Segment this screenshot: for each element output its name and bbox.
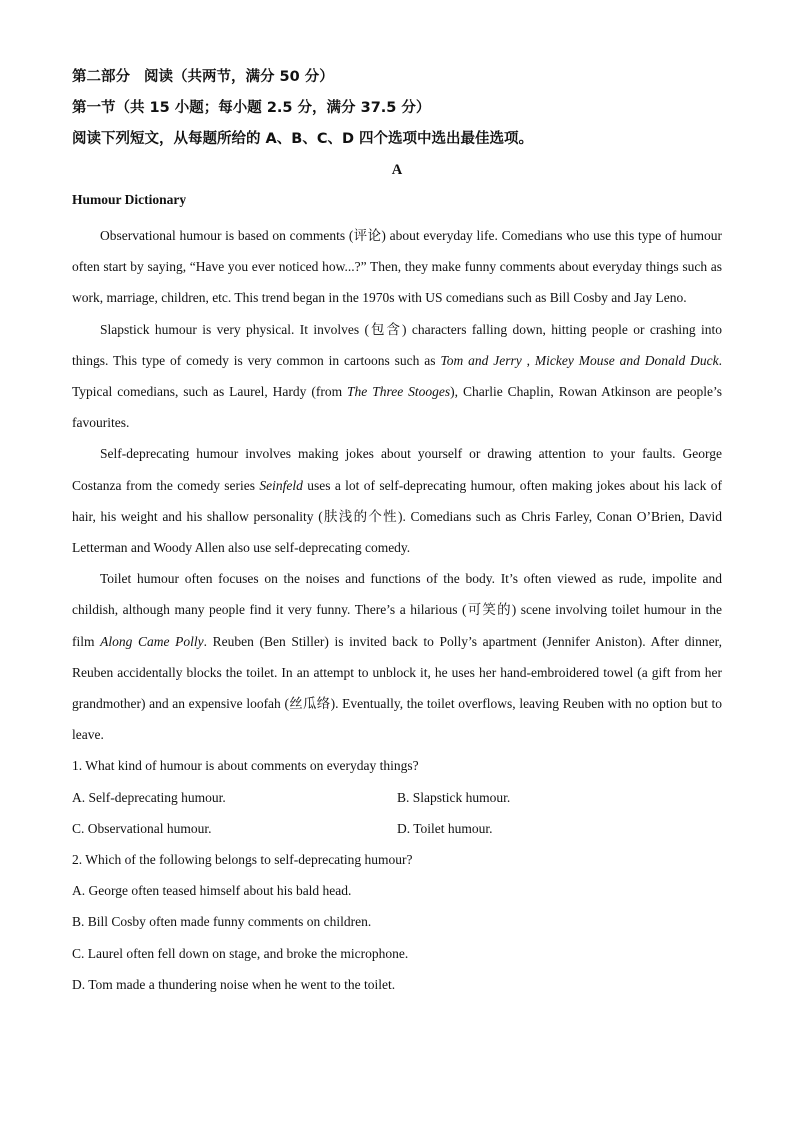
paragraph-observational: Observational humour is based on comments (评论) about everyday life. Comedians who use this type of humour often start by saying, “Have you ever noticed how...?” Then, they make funny comments about everyday things such as work, marriage, children, etc. This trend began in the 1970s with US comedians such as Bill Cosby and Jay Leno.: [72, 228, 722, 306]
title-seinfeld: Seinfeld: [259, 477, 303, 493]
paragraph-self-deprecating: Self-deprecating humour involves making jokes about yourself or drawing attention to your faults. George Costanza from the comedy series Seinfeld uses a lot of self-deprecating humour, often making jokes about his lack of hair, his weight and his shallow personality (肤浅的个性). Comedians such as Chris Farley, Conan O’Brien, David Letterman and Woody Allen also use self-deprecating comedy.: [72, 446, 722, 556]
title-mickey-donald: Mickey Mouse and Donald Duck: [534, 352, 719, 368]
question-2-stem: 2. Which of the following belongs to self-deprecating humour?: [72, 852, 413, 868]
passage-letter: A: [391, 162, 403, 178]
question-1-option-a: A. Self-deprecating humour.: [72, 789, 226, 805]
title-three-stooges: The Three Stooges: [347, 384, 451, 400]
question-1-stem: 1. What kind of humour is about comments on everyday things?: [72, 758, 419, 774]
question-2-option-c: C. Laurel often fell down on stage, and broke the microphone.: [72, 945, 409, 961]
question-1-options-row-1: [72, 782, 722, 813]
passage-title: Humour Dictionary: [72, 192, 187, 207]
exam-page: [72, 66, 722, 1000]
question-1-option-d: D. Toilet humour.: [397, 820, 493, 836]
part-label: 第二部分: [72, 69, 130, 85]
instruction-text: 阅读下列短文，从每题所给的 A、B、C、D 四个选项中选出最佳选项。: [72, 131, 534, 147]
title-tom-and-jerry: Tom and Jerry: [440, 352, 522, 368]
title-along-came-polly: Along Came Polly: [100, 633, 204, 649]
part-heading: [72, 66, 722, 88]
question-1-option-b: B. Slapstick humour.: [397, 789, 511, 805]
question-2-option-a: A. George often teased himself about his bald head.: [72, 883, 352, 899]
question-2-option-b: B. Bill Cosby often made funny comments on children.: [72, 914, 372, 930]
paragraph-slapstick: Slapstick humour is very physical. It involves (包含) characters falling down, hitting people or crashing into things. This type of comedy is very common in cartoons such as Tom and Jerry , Mickey Mouse and Donald Duck. Typical comedians, such as Laurel, Hardy (from The Three Stooges), Charlie Chaplin, Rowan Atkinson are people’s favourites.: [72, 321, 723, 431]
question-1-option-c: C. Observational humour.: [72, 820, 212, 836]
question-2-option-d: D. Tom made a thundering noise when he went to the toilet.: [72, 976, 396, 992]
paragraph-toilet: Toilet humour often focuses on the noises and functions of the body. It’s often viewed as rude, impolite and childish, although many people find it very funny. There’s a hilarious (可笑的) scene involving toilet humour in the film Along Came Polly. Reuben (Ben Stiller) is invited back to Polly’s apartment (Jennifer Aniston). After dinner, Reuben accidentally blocks the toilet. In an attempt to unblock it, he uses her hand-embroidered towel (a gift from her grandmother) and an expensive loofah (丝瓜络). Eventually, the toilet overflows, leaving Reuben with no option but to leave.: [72, 571, 722, 743]
part-description: 阅读（共两节，满分 50 分）: [144, 69, 334, 85]
section-heading: 第一节（共 15 小题；每小题 2.5 分，满分 37.5 分）: [72, 100, 431, 116]
question-1-options-row-2: [72, 813, 722, 844]
